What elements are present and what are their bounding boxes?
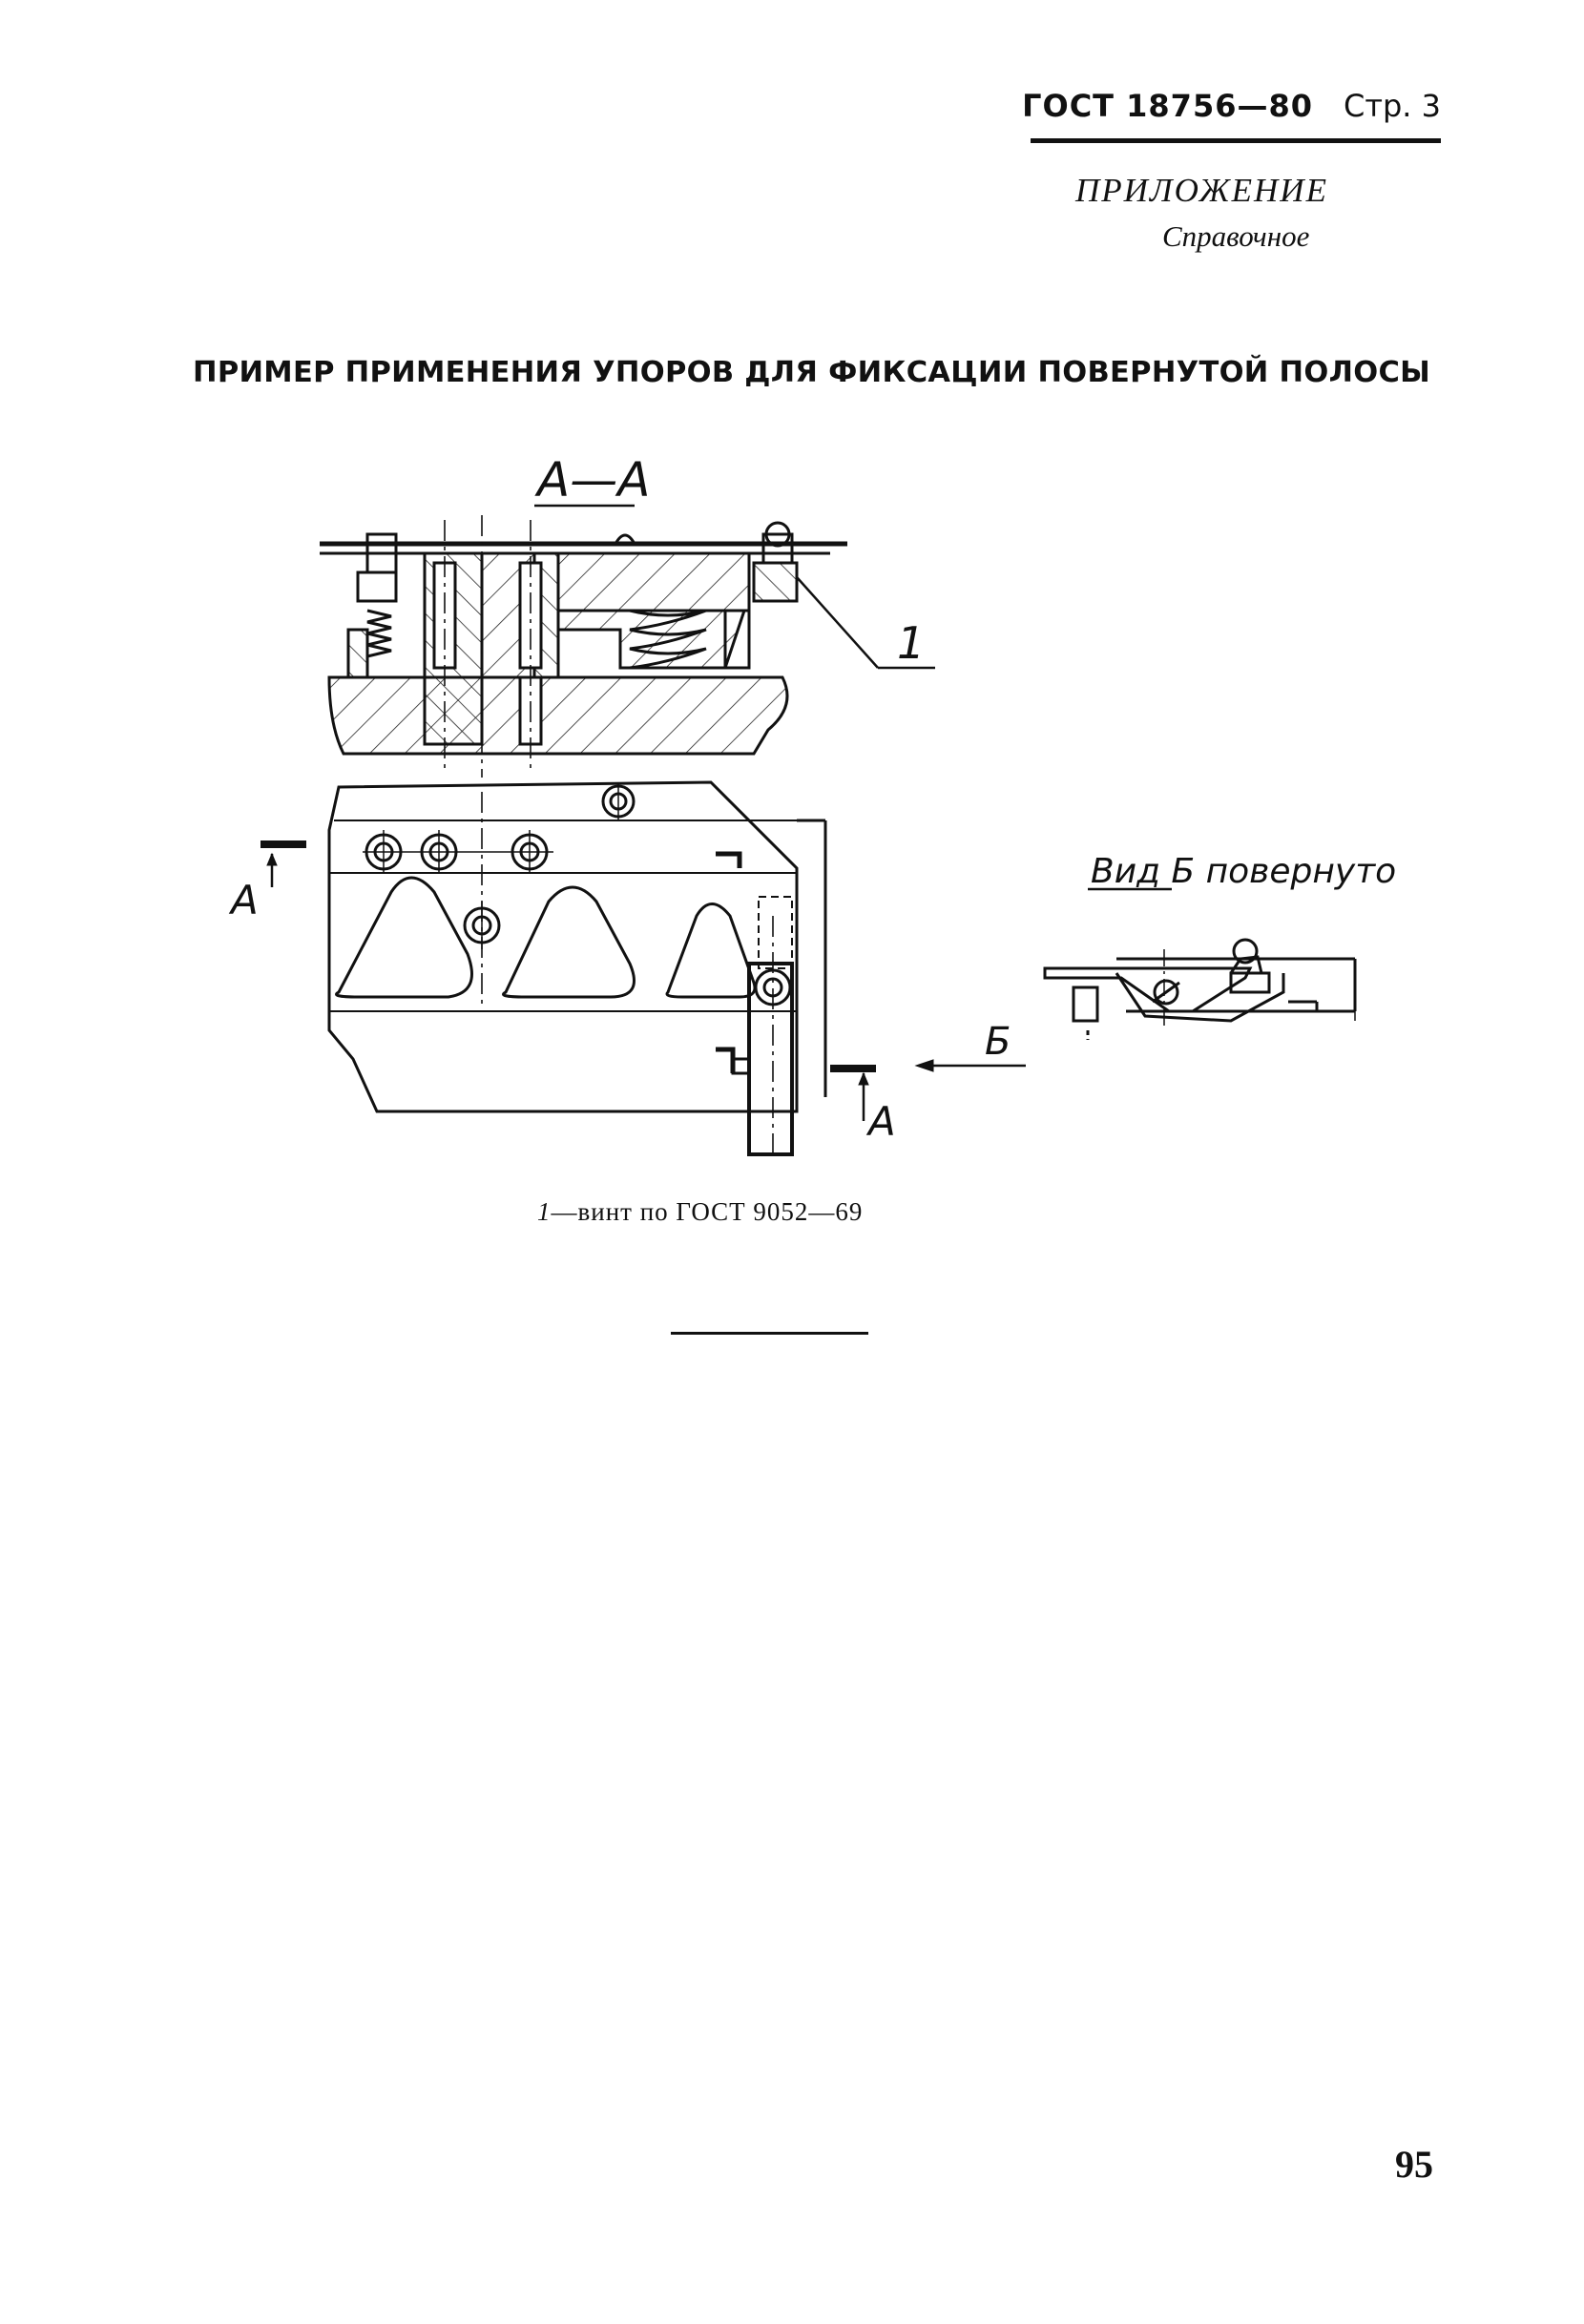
page-number: 95 [1395,2143,1433,2186]
section-view [320,515,847,778]
section-cut-letter-right: А [868,1098,896,1145]
appendix-label: ПРИЛОЖЕНИЕ [1075,172,1328,209]
appendix-type: Справочное [1162,219,1310,253]
standard-number: ГОСТ 18756—80 [1022,88,1313,124]
view-b-label: Вид Б повернуто [1091,852,1397,891]
end-rule [671,1332,868,1335]
caption-number: 1 [537,1197,552,1226]
figure-caption [537,1197,863,1227]
page-title: ПРИМЕР ПРИМЕНЕНИЯ УПОРОВ ДЛЯ ФИКСАЦИИ ПОВЕРНУТОЙ ПОЛОСЫ [193,356,1431,389]
callout-1-number: 1 [897,617,926,669]
page-label: Стр. 3 [1344,88,1441,124]
section-cut-marker-left [261,840,306,887]
view-b-drawing [1045,940,1355,1040]
plan-view [329,782,825,1154]
caption-text: —винт по ГОСТ 9052—69 [551,1197,864,1226]
section-label: А—А [537,452,651,508]
section-cut-letter-left: А [231,877,259,923]
view-arrow-letter: Б [985,1020,1011,1064]
